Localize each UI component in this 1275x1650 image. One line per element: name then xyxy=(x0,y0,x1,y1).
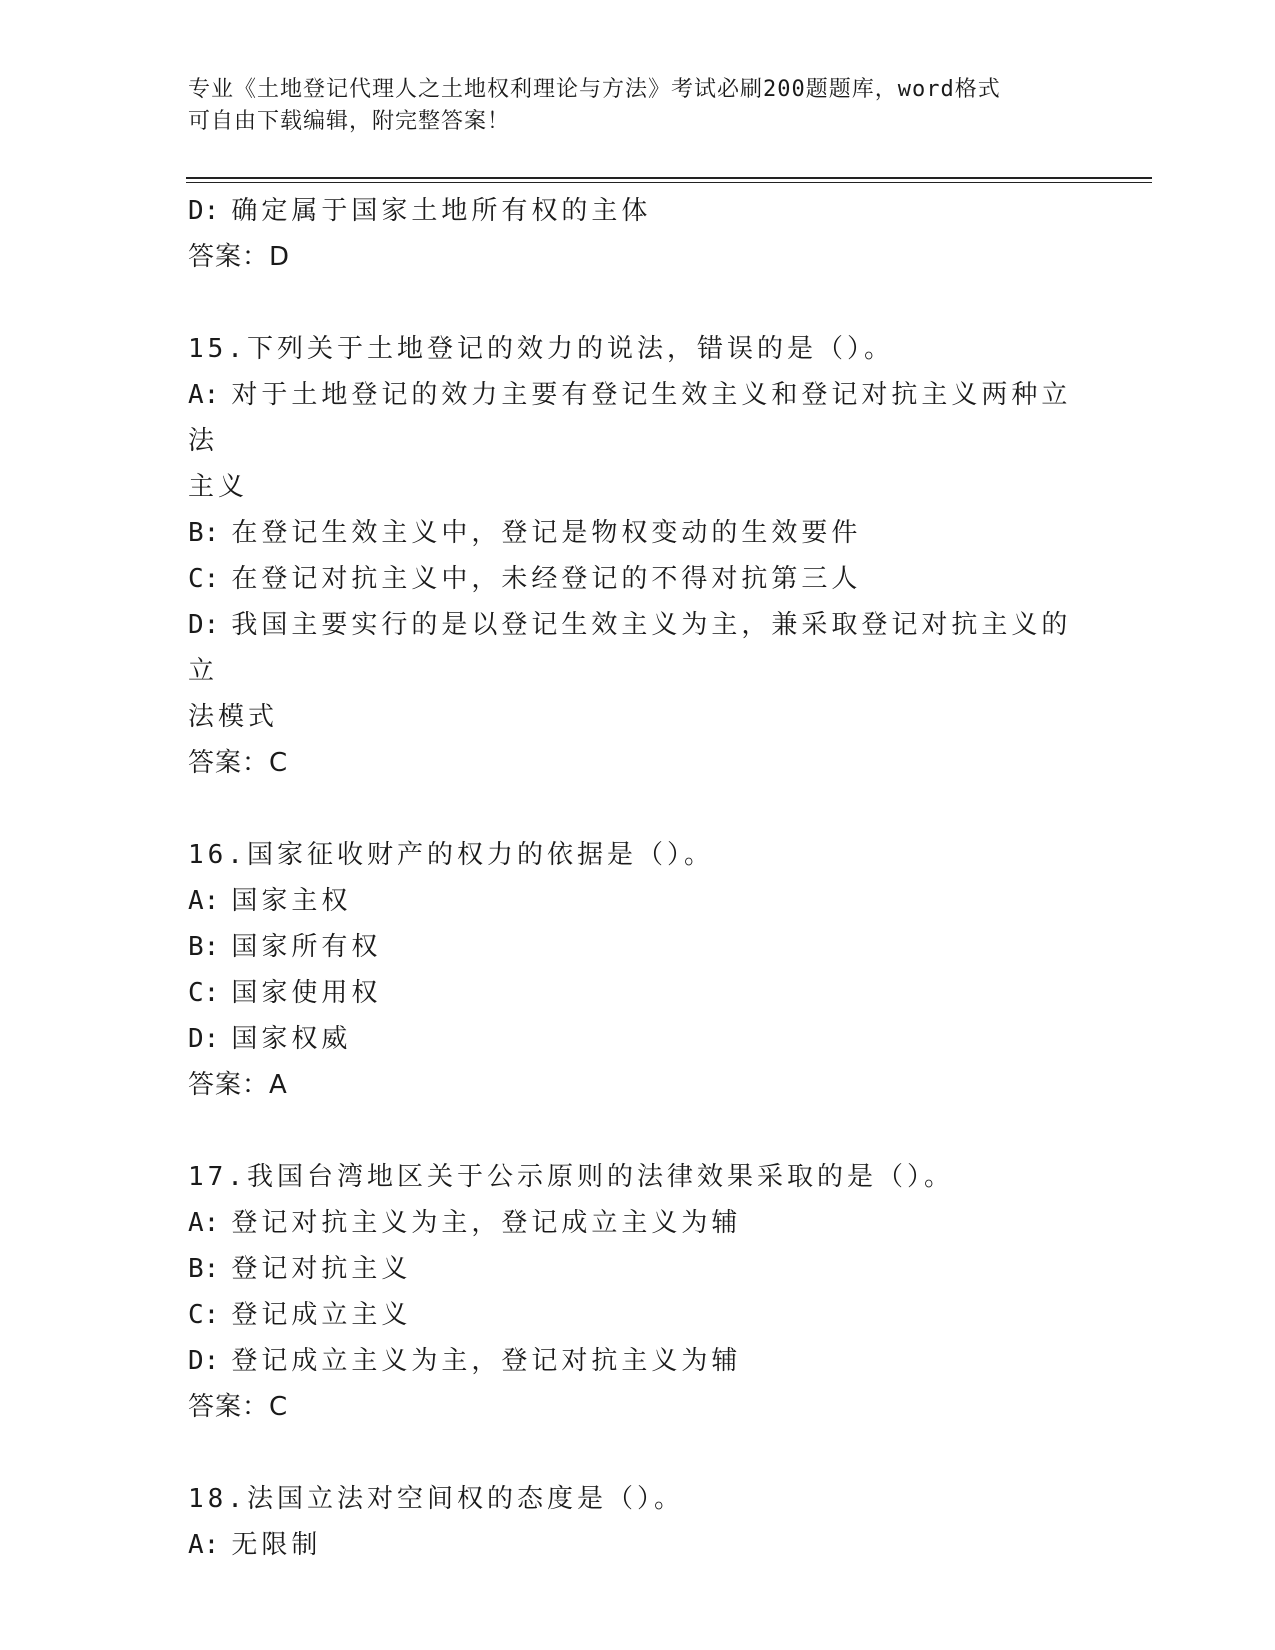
option-d: D: 国家权威 xyxy=(188,1024,352,1054)
option-d: D: 我国主要实行的是以登记生效主义为主，兼采取登记对抗主义的立 xyxy=(188,610,1072,686)
spacer xyxy=(188,1108,1088,1154)
question-stem-17: 17.我国台湾地区关于公示原则的法律效果采取的是（）。 xyxy=(188,1162,954,1192)
option-c: C: 国家使用权 xyxy=(188,978,382,1008)
spacer xyxy=(188,1430,1088,1476)
option-a: A: 登记对抗主义为主，登记成立主义为辅 xyxy=(188,1208,742,1238)
answer-line: 答案：C xyxy=(188,748,289,778)
option-c: C: 登记成立主义 xyxy=(188,1300,412,1330)
option-b: B: 登记对抗主义 xyxy=(188,1254,412,1284)
answer-line: 答案：A xyxy=(188,1070,288,1100)
option-a: A: 国家主权 xyxy=(188,886,352,916)
header-divider-thick xyxy=(186,177,1152,179)
document-header xyxy=(188,74,1088,138)
document-body xyxy=(188,188,1088,1568)
option-b: B: 在登记生效主义中，登记是物权变动的生效要件 xyxy=(188,518,862,548)
option-d-continuation: 法模式 xyxy=(188,702,279,732)
question-stem-15: 15.下列关于土地登记的效力的说法，错误的是（）。 xyxy=(188,334,894,364)
header-line-2: 可自由下载编辑，附完整答案！ xyxy=(188,109,511,134)
header-line-1: 专业《土地登记代理人之土地权利理论与方法》考试必刷200题题库，word格式 xyxy=(188,77,1001,102)
question-stem-18: 18.法国立法对空间权的态度是（）。 xyxy=(188,1484,684,1514)
question-stem-16: 16.国家征收财产的权力的依据是（）。 xyxy=(188,840,714,870)
option-a: A: 对于土地登记的效力主要有登记生效主义和登记对抗主义两种立法 xyxy=(188,380,1072,456)
header-divider-thin xyxy=(186,182,1152,183)
answer-line: 答案：D xyxy=(188,242,291,272)
spacer xyxy=(188,280,1088,326)
option-d: D: 确定属于国家土地所有权的主体 xyxy=(188,196,652,226)
option-a: A: 无限制 xyxy=(188,1530,322,1560)
option-a-continuation: 主义 xyxy=(188,472,249,502)
spacer xyxy=(188,786,1088,832)
option-d: D: 登记成立主义为主，登记对抗主义为辅 xyxy=(188,1346,742,1376)
option-c: C: 在登记对抗主义中，未经登记的不得对抗第三人 xyxy=(188,564,862,594)
answer-line: 答案：C xyxy=(188,1392,289,1422)
option-b: B: 国家所有权 xyxy=(188,932,382,962)
